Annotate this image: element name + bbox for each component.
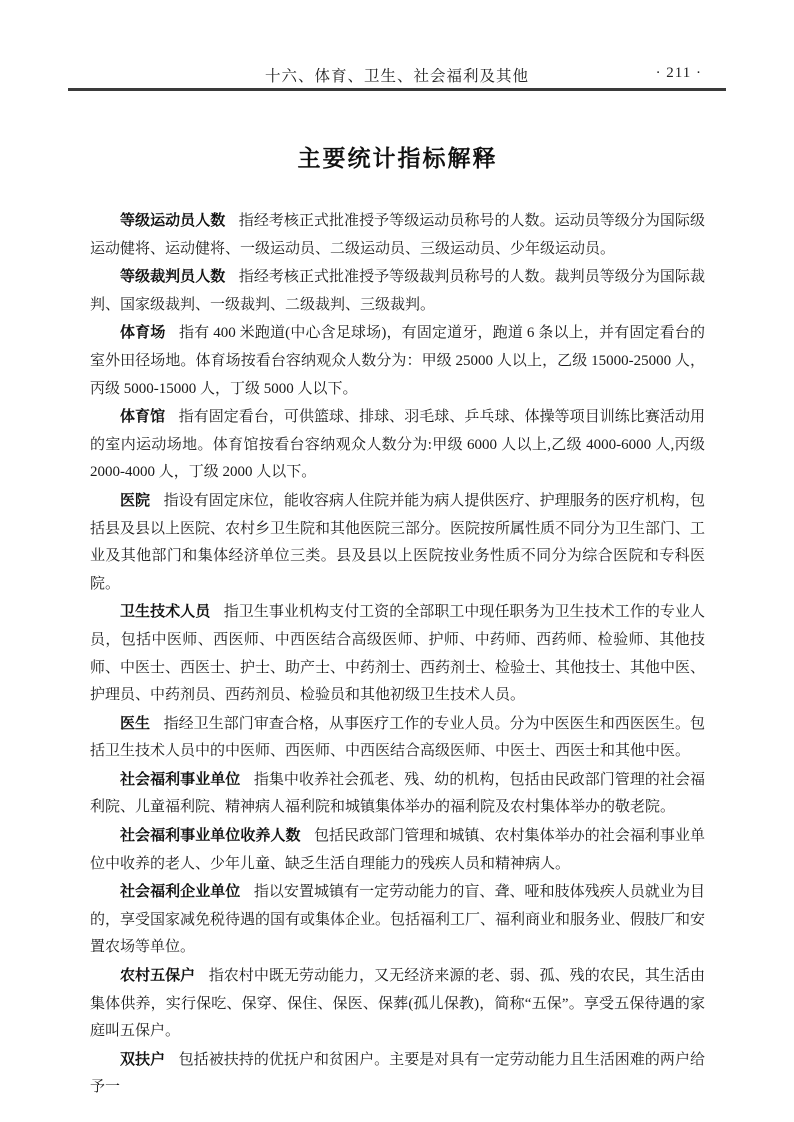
definition-text: 指经考核正式批准授予等级裁判员称号的人数。裁判员等级分为国际裁判、国家级裁判、一级裁判、二级裁判、三级裁判。	[90, 269, 705, 313]
definition-text: 包括被扶持的优抚户和贫困户。主要是对具有一定劳动能力且生活困难的两户给予一	[90, 1051, 705, 1096]
paragraph-gymnasium	[90, 403, 705, 487]
term-label: 卫生技术人员	[120, 603, 211, 621]
paragraph-welfare-enterprises	[90, 878, 705, 962]
term-label: 社会福利事业单位收养人数	[120, 827, 301, 845]
paragraph-graded-athletes	[90, 207, 705, 263]
term-label: 农村五保户	[120, 967, 196, 985]
paragraph-stadium	[90, 319, 705, 403]
definition-text: 指以安置城镇有一定劳动能力的盲、聋、哑和肢体残疾人员就业为目的，享受国家减免税待遇的国有或集体企业。包括福利工厂、福利商业和服务业、假肢厂和安置农场等单位。	[90, 884, 706, 956]
term-label: 等级运动员人数	[120, 212, 226, 229]
paragraph-hospital	[90, 487, 705, 598]
page-number: · 211 ·	[655, 65, 702, 81]
page-content	[90, 140, 705, 1102]
definition-text: 指经考核正式批准授予等级运动员称号的人数。运动员等级分为国际级运动健将、运动健将、一级运动员、二级运动员、三级运动员、少年级运动员。	[90, 213, 705, 257]
term-label: 社会福利企业单位	[120, 883, 241, 901]
paragraph-rural-five-guarantee-households	[90, 962, 705, 1046]
paragraph-welfare-institution-inmates	[90, 822, 705, 878]
term-label: 医生	[120, 714, 151, 732]
definition-text: 指卫生事业机构支付工资的全部职工中现任职务为卫生技术工作的专业人员，包括中医师、西医师、中西医结合高级医师、护师、中药师、西药师、检验师、其他技师、中医士、西医士、护士、助产士、中药剂士、西药剂士、检验士、其他技士、其他中医、护理员、中药剂员、西药剂员、检验员和其他初级卫生技术人员。	[90, 604, 706, 704]
paragraph-graded-referees	[90, 263, 705, 319]
term-label: 医院	[120, 491, 151, 509]
paragraph-social-welfare-institutions	[90, 766, 705, 822]
definition-text: 指有 400 米跑道(中心含足球场)，有固定道牙，跑道 6 条以上，并有固定看台的室外田径场地。体育场按看台容纳观众人数分为：甲级 25000 人以上，乙级 15000-25000 人，丙级 5000-15000 人，丁级 5000 人以下。	[90, 325, 705, 397]
paragraph-double-support-households	[90, 1046, 705, 1102]
definition-text: 指集中收养社会孤老、残、幼的机构，包括由民政部门管理的社会福利院、儿童福利院、精神病人福利院和城镇集体举办的福利院及农村集体举办的敬老院。	[90, 771, 705, 816]
definition-text: 指有固定看台，可供篮球、排球、羽毛球、乒乓球、体操等项目训练比赛活动用的室内运动场地。体育馆按看台容纳观众人数分为:甲级 6000 人以上,乙级 4000-6000 人,丙级 2000-4000 人，丁级 2000 人以下。	[90, 409, 705, 481]
chapter-title: 十六、体育、卫生、社会福利及其他	[264, 68, 529, 85]
page-title: 主要统计指标解释	[297, 146, 498, 171]
definition-text: 指设有固定床位，能收容病人住院并能为病人提供医疗、护理服务的医疗机构，包括县及县以上医院、农村乡卫生院和其他医院三部分。医院按所属性质不同分为卫生部门、工业及其他部门和集体经济单位三类。县及县以上医院按业务性质不同分为综合医院和专科医院。	[90, 492, 706, 592]
term-label: 双扶户	[120, 1050, 166, 1068]
term-label: 体育馆	[120, 408, 166, 426]
definition-text: 指农村中既无劳动能力，又无经济来源的老、弱、孤、残的农民，其生活由集体供养，实行保吃、保穿、保住、保医、保葬(孤儿保教)，简称“五保”。享受五保待遇的家庭叫五保户。	[90, 968, 705, 1040]
term-label: 社会福利事业单位	[120, 770, 241, 788]
definition-text: 指经卫生部门审查合格，从事医疗工作的专业人员。分为中医医生和西医医生。包括卫生技术人员中的中医师、西医师、中西医结合高级医师、中医士、西医士和其他中医。	[90, 715, 705, 760]
page-header	[68, 64, 726, 86]
term-label: 等级裁判员人数	[120, 268, 226, 286]
term-label: 体育场	[120, 324, 166, 342]
paragraph-doctors	[90, 710, 705, 766]
paragraph-health-technical-personnel	[90, 598, 705, 709]
header-rule	[68, 88, 726, 91]
definition-text: 包括民政部门管理和城镇、农村集体举办的社会福利事业单位中收养的老人、少年儿童、缺乏生活自理能力的残疾人员和精神病人。	[90, 828, 705, 872]
